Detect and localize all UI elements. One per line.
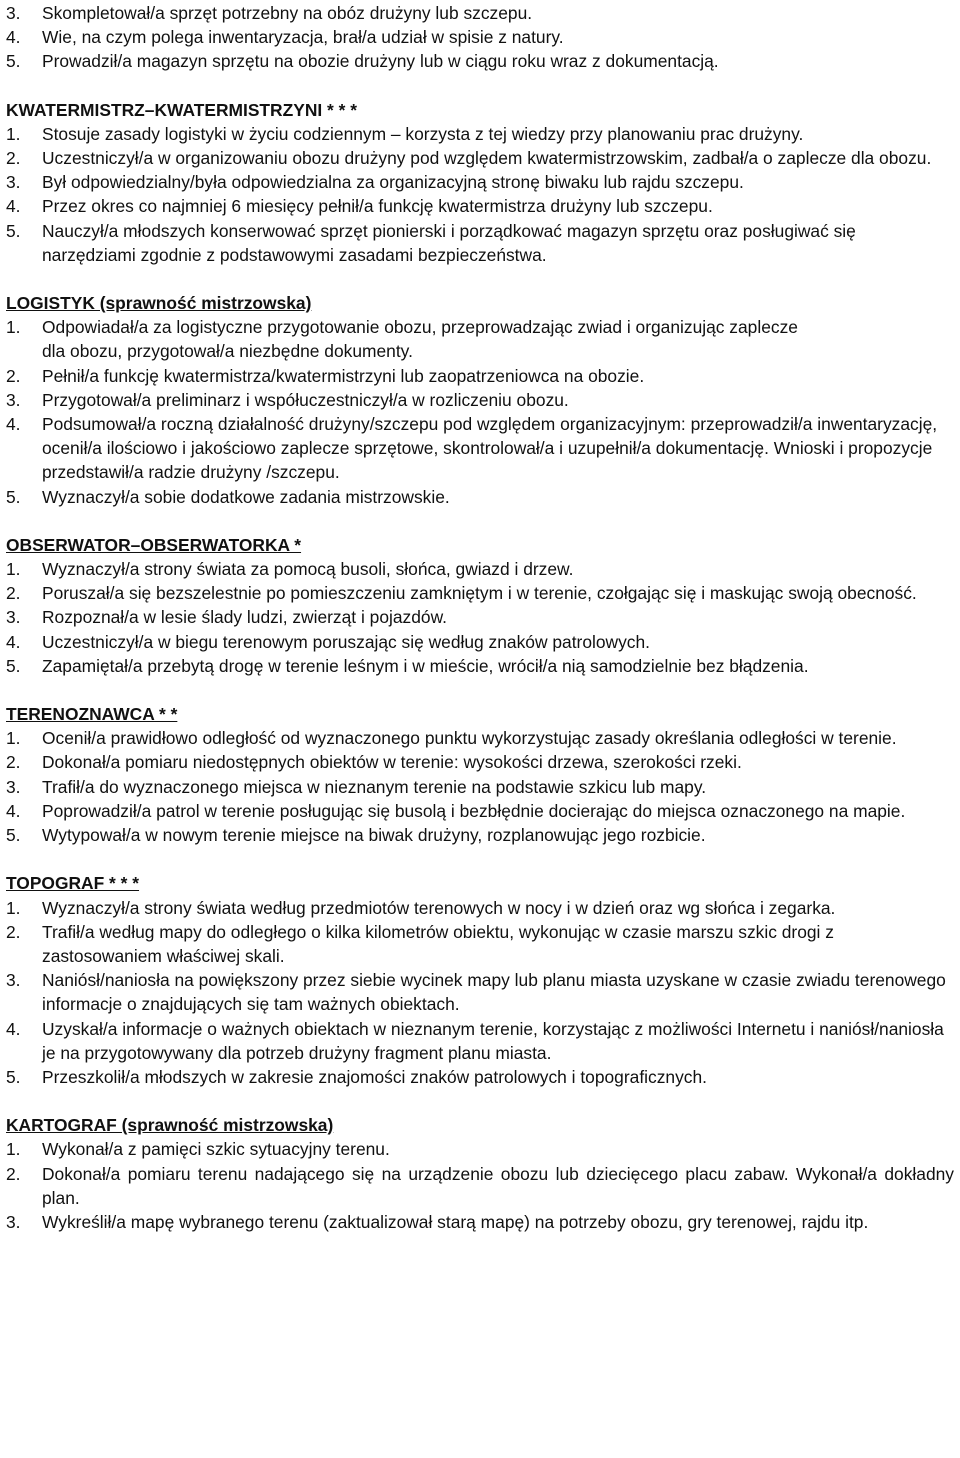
section-logistyk (6, 291, 954, 509)
list-item: 3. Był odpowiedzialny/była odpowiedzialna za organizacyjną stronę biwaku lub rajdu szczepu. (6, 172, 744, 193)
section-heading: KARTOGRAF (sprawność mistrzowska) (6, 1115, 334, 1136)
list-item: 3. Przygotował/a preliminarz i współuczestniczył/a w rozliczeniu obozu. (6, 389, 569, 410)
section-terenoznawca (6, 702, 954, 847)
list-item: 4. Uczestniczył/a w biegu terenowym poruszając się według znaków patrolowych. (6, 631, 650, 652)
list-item: 1. Stosuje zasady logistyki w życiu codziennym – korzysta z tej wiedzy przy planowaniu prac drużyny. (6, 123, 804, 144)
list-item: 3. Trafił/a do wyznaczonego miejsca w nieznanym terenie na podstawie szkicu lub mapy. (6, 776, 707, 797)
list-item: 4. Uzyskał/a informacje o ważnych obiektach w nieznanym terenie, korzystając z możliwości Internetu i naniósł/naniosła je na przygotowywany dla potrzeb drużyny fragment planu miasta. (6, 1018, 944, 1063)
list-item: 3. Wykreślił/a mapę wybranego terenu (zaktualizował starą mapę) na potrzeby obozu, gry terenowej, rajdu itp. (6, 1211, 869, 1232)
list-item: 5. Zapamiętał/a przebytą drogę w terenie leśnym i w mieście, wrócił/a nią samodzielnie bez błądzenia. (6, 655, 809, 676)
list-item: 3. Rozpoznał/a w lesie ślady ludzi, zwierząt i pojazdów. (6, 607, 448, 628)
section-topograf (6, 871, 954, 1089)
list-item: 2. Poruszał/a się bezszelestnie po pomieszczeniu zamkniętym i w terenie, czołgając się i maskując swoją obecność. (6, 583, 917, 604)
list-item: 5. Wyznaczył/a sobie dodatkowe zadania mistrzowskie. (6, 486, 450, 507)
list-item: 2. Dokonał/a pomiaru niedostępnych obiektów w terenie: wysokości drzewa, szerokości rzeki. (6, 752, 742, 773)
section-kwatermistrz (6, 98, 954, 267)
section-heading: LOGISTYK (sprawność mistrzowska) (6, 293, 312, 314)
list-item: 3. Naniósł/naniosła na powiększony przez siebie wycinek mapy lub planu miasta uzyskane w czasie zwiadu terenowego informacje o znajdujących się tam ważnych obiektach. (6, 970, 946, 1015)
section-kartograf (6, 1113, 954, 1234)
list-item: 2. Trafił/a według mapy do odległego o kilka kilometrów obiektu, wykonując w czasie marszu szkic drogi z zastosowaniem właściwej skali. (6, 921, 834, 966)
list-item: 1. Wyznaczył/a strony świata według przedmiotów terenowych w nocy i w dzień oraz wg słońca i zegarka. (6, 897, 836, 918)
section-heading: TOPOGRAF * * * (6, 873, 140, 894)
list-item: 3. Skompletował/a sprzęt potrzebny na obóz drużyny lub szczepu. (6, 3, 533, 23)
list-item: 1. Wykonał/a z pamięci szkic sytuacyjny terenu. (6, 1139, 390, 1160)
list-item: 2. Dokonał/a pomiaru terenu nadającego się na urządzenie obozu lub dziecięcego placu zabaw. Wykonał/a dokładny plan. (6, 1163, 954, 1208)
list-item: 5. Wytypował/a w nowym terenie miejsce na biwak drużyny, rozplanowując jego rozbicie. (6, 825, 706, 846)
list-item: 1. Wyznaczył/a strony świata za pomocą busoli, słońca, gwiazd i drzew. (6, 559, 574, 580)
list-item: 4. Wie, na czym polega inwentaryzacja, brał/a udział w spisie z natury. (6, 27, 564, 48)
section-heading: KWATERMISTRZ–KWATERMISTRZYNI * * * (6, 99, 358, 120)
list-item: 4. Poprowadził/a patrol w terenie posługując się busolą i bezbłędnie docierając do miejsca oznaczonego na mapie. (6, 800, 906, 821)
section-obserwator (6, 533, 954, 678)
section-heading: TERENOZNAWCA * * (6, 704, 178, 725)
list-item: 5. Nauczył/a młodszych konserwować sprzęt pionierski i porządkować magazyn sprzętu oraz posługiwać się narzędziami zgodnie z podstawowymi zasadami bezpieczeństwa. (6, 220, 856, 265)
list-item: 1. Ocenił/a prawidłowo odległość od wyznaczonego punktu wykorzystując zasady określania odległości w terenie. (6, 728, 897, 749)
section-heading: OBSERWATOR–OBSERWATORKA * (6, 534, 302, 555)
list-item: 2. Pełnił/a funkcję kwatermistrza/kwatermistrzyni lub zaopatrzeniowca na obozie. (6, 365, 645, 386)
list-item: 4. Przez okres co najmniej 6 miesięcy pełnił/a funkcję kwatermistrza drużyny lub szczepu. (6, 196, 713, 217)
list-item: 5. Przeszkolił/a młodszych w zakresie znajomości znaków patrolowych i topograficznych. (6, 1066, 707, 1087)
list-item: 5. Prowadził/a magazyn sprzętu na obozie drużyny lub w ciągu roku wraz z dokumentacją. (6, 51, 719, 72)
list-item: 1. Odpowiadał/a za logistyczne przygotowanie obozu, przeprowadzając zwiad i organizując zaplecze dla obozu, przygotował/a niezbędne dokumenty. (6, 317, 798, 362)
list-item: 4. Podsumował/a roczną działalność drużyny/szczepu pod względem organizacyjnym: przeprowadził/a inwentaryzację, ocenił/a ilościowo i jakościowo zaplecze sprzętowe, skontrolował/a i uzupełnił/a dokumentację. Wnioski i propozycje przedstawił/a radzie drużyny /szczepu. (6, 414, 938, 483)
intro-list (6, 1, 954, 74)
list-item: 2. Uczestniczył/a w organizowaniu obozu drużyny pod względem kwatermistrzowskim, zadbał/a o zaplecze dla obozu. (6, 148, 932, 169)
